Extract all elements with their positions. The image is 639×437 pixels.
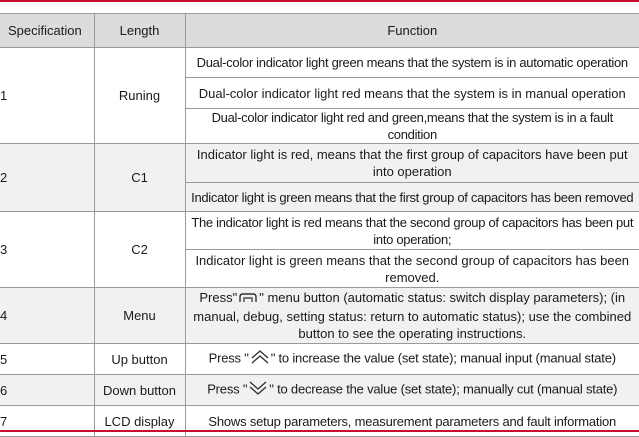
function-text-before-icon: Press " [208, 350, 249, 366]
function-cell [185, 375, 639, 406]
row-spec-number: 7 [0, 406, 94, 437]
double-chevron-down-icon [247, 380, 269, 400]
function-cell: Indicator light is green means that the first group of capacitors has been removed [185, 183, 639, 212]
row-spec-number: 4 [0, 288, 94, 344]
top-accent-rule [0, 0, 639, 2]
function-text-after-icon: " to increase the value (set state); manual input (manual state) [270, 350, 616, 366]
function-text-before-icon: Press" [199, 290, 238, 306]
table-header-row [0, 14, 639, 48]
header-specification: Specification [0, 14, 94, 48]
table-row [0, 212, 639, 250]
row-length-label: C1 [94, 144, 185, 212]
table-row [0, 288, 639, 344]
table-row [0, 48, 639, 78]
function-text-after-icon: " to decrease the value (set state); manually cut (manual state) [269, 381, 618, 397]
function-text-before-icon: Press " [207, 381, 248, 397]
function-cell: Dual-color indicator light green means that the system is in automatic operation [185, 48, 639, 78]
row-length-label: Menu [94, 288, 185, 344]
table-row [0, 144, 639, 183]
specification-table [0, 13, 639, 437]
header-length: Length [94, 14, 185, 48]
function-cell: The indicator light is red means that the second group of capacitors has been put into operation; [185, 212, 639, 250]
function-cell: Dual-color indicator light red and green,means that the system is in a fault condition [185, 109, 639, 144]
bottom-accent-rule [0, 430, 639, 432]
row-spec-number: 5 [0, 344, 94, 375]
row-spec-number: 6 [0, 375, 94, 406]
row-spec-number: 1 [0, 48, 94, 144]
row-length-label: C2 [94, 212, 185, 288]
row-length-label: LCD display [94, 406, 185, 437]
function-cell [185, 344, 639, 375]
row-spec-number: 3 [0, 212, 94, 288]
function-cell: Indicator light is green means that the second group of capacitors has been removed. [185, 250, 639, 288]
row-length-label: Runing [94, 48, 185, 144]
table-row [0, 344, 639, 375]
row-length-label: Up button [94, 344, 185, 375]
table-row [0, 375, 639, 406]
function-cell [185, 288, 639, 344]
row-spec-number: 2 [0, 144, 94, 212]
function-cell: Indicator light is red, means that the first group of capacitors have been put into operation [185, 144, 639, 183]
header-function: Function [185, 14, 639, 48]
function-cell: Dual-color indicator light red means that the system is in manual operation [185, 78, 639, 109]
menu-button-icon [237, 291, 259, 308]
function-text-after-icon: " menu button (automatic status: switch display parameters); (in manual, debug, setting status: return to automatic status); use the combined button to see the operating instructions. [193, 290, 632, 341]
function-cell: Shows setup parameters, measurement parameters and fault information [185, 406, 639, 437]
double-chevron-up-icon [249, 349, 271, 369]
row-length-label: Down button [94, 375, 185, 406]
